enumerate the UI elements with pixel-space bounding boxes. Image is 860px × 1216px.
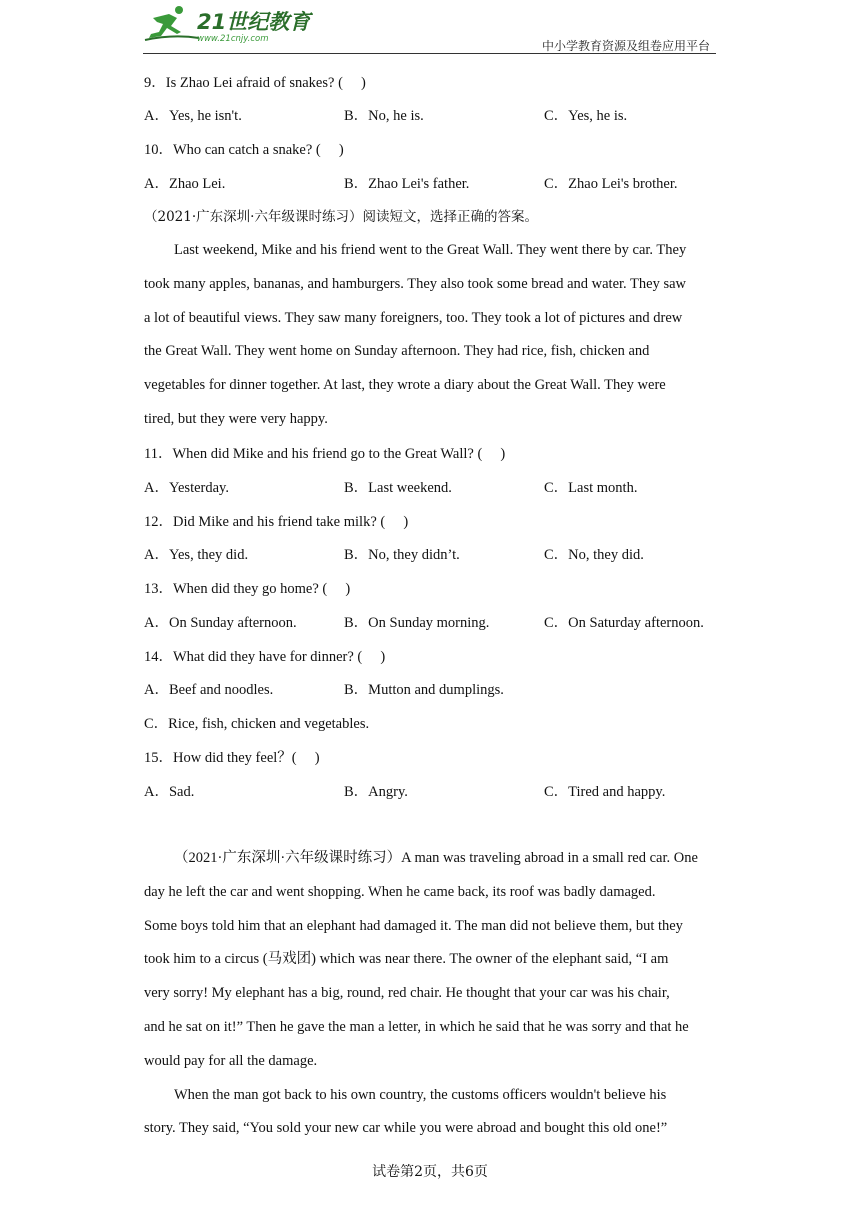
reading-passage-great-wall xyxy=(144,234,718,437)
question-13-stem: 13．When did they go home? ( ) xyxy=(144,581,351,597)
q15-option-a: A．Sad. xyxy=(144,784,195,800)
passage-line: Some boys told him that an elephant had damaged it. The man did not believe them, but they xyxy=(144,917,683,934)
logo-text: 21世纪教育 xyxy=(197,10,311,34)
header-divider xyxy=(143,53,716,54)
passage-line: Last weekend, Mike and his friend went to the Great Wall. They went there by car. They xyxy=(174,242,687,258)
passage-line: a lot of beautiful views. They saw many foreigners, too. They took a lot of pictures and drew xyxy=(144,309,683,326)
reading-passage-elephant xyxy=(144,842,718,1146)
question-11-stem: 11．When did Mike and his friend go to the Great Wall? ( ) xyxy=(144,446,506,462)
page-header xyxy=(143,0,716,56)
q14-option-b: B．Mutton and dumplings. xyxy=(344,682,504,698)
logo-url: www.21cnjy.com xyxy=(197,34,269,44)
passage-line: would pay for all the damage. xyxy=(144,1052,318,1069)
site-tagline: 中小学教育资源及组卷应用平台 xyxy=(541,39,710,53)
page-number-footer: 试卷第2页，共6页 xyxy=(372,1164,488,1180)
question-10-stem: 10．Who can catch a snake? ( ) xyxy=(144,142,344,158)
q13-option-c: C．On Saturday afternoon. xyxy=(544,615,704,631)
passage-line: took him to a circus (马戏团) which was near there. The owner of the elephant said, “I am xyxy=(144,951,669,968)
passage-line: and he sat on it!” Then he gave the man a letter, in which he said that he was sorry and that he xyxy=(144,1018,689,1035)
passage-line: （2021·广东深圳·六年级课时练习）A man was traveling abroad in a small red car. One xyxy=(174,850,698,866)
q9-option-b: B．No, he is. xyxy=(344,108,424,124)
q9-option-a: A．Yes, he isn't. xyxy=(144,108,242,124)
q11-option-b: B．Last weekend. xyxy=(344,480,452,496)
section-2-intro: （2021·广东深圳·六年级课时练习）阅读短文，选择正确的答案。 xyxy=(144,209,538,225)
passage-line: took many apples, bananas, and hamburgers. They also took some bread and water. They saw xyxy=(144,275,687,292)
passage-line: the Great Wall. They went home on Sunday afternoon. They had rice, fish, chicken and xyxy=(144,343,650,360)
passage-line: vegetables for dinner together. At last, they wrote a diary about the Great Wall. They were xyxy=(144,377,666,394)
question-14-stem: 14．What did they have for dinner? ( ) xyxy=(144,649,386,665)
q15-option-c: C．Tired and happy. xyxy=(544,784,666,800)
q9-option-c: C．Yes, he is. xyxy=(544,108,628,124)
q10-option-c: C．Zhao Lei's brother. xyxy=(544,176,678,192)
q14-option-c: C．Rice, fish, chicken and vegetables. xyxy=(144,716,370,732)
q12-option-a: A．Yes, they did. xyxy=(144,547,249,563)
q11-option-a: A．Yesterday. xyxy=(144,480,229,496)
question-9-stem: 9．Is Zhao Lei afraid of snakes? ( ) xyxy=(144,75,366,91)
q13-option-b: B．On Sunday morning. xyxy=(344,615,490,631)
passage-line: day he left the car and went shopping. When he came back, its roof was badly damaged. xyxy=(144,883,656,900)
q10-option-b: B．Zhao Lei's father. xyxy=(344,176,470,192)
q11-option-c: C．Last month. xyxy=(544,480,638,496)
passage-line: very sorry! My elephant has a big, round, red chair. He thought that your car was his chair, xyxy=(144,985,670,1002)
q12-option-b: B．No, they didn’t. xyxy=(344,547,460,563)
passage-line: When the man got back to his own country, the customs officers wouldn't believe his xyxy=(174,1086,667,1103)
q15-option-b: B．Angry. xyxy=(344,784,408,800)
passage-line: tired, but they were very happy. xyxy=(144,410,328,427)
question-12-stem: 12．Did Mike and his friend take milk? ( ) xyxy=(144,514,409,530)
q13-option-a: A．On Sunday afternoon. xyxy=(144,615,297,631)
logo-21cnjy xyxy=(143,4,313,44)
passage-line: story. They said, “You sold your new car while you were abroad and bought this old one!” xyxy=(144,1120,668,1137)
question-15-stem: 15．How did they feel？( ) xyxy=(144,750,320,766)
q10-option-a: A．Zhao Lei. xyxy=(144,176,226,192)
q12-option-c: C．No, they did. xyxy=(544,547,644,563)
q14-option-a: A．Beef and noodles. xyxy=(144,682,274,698)
